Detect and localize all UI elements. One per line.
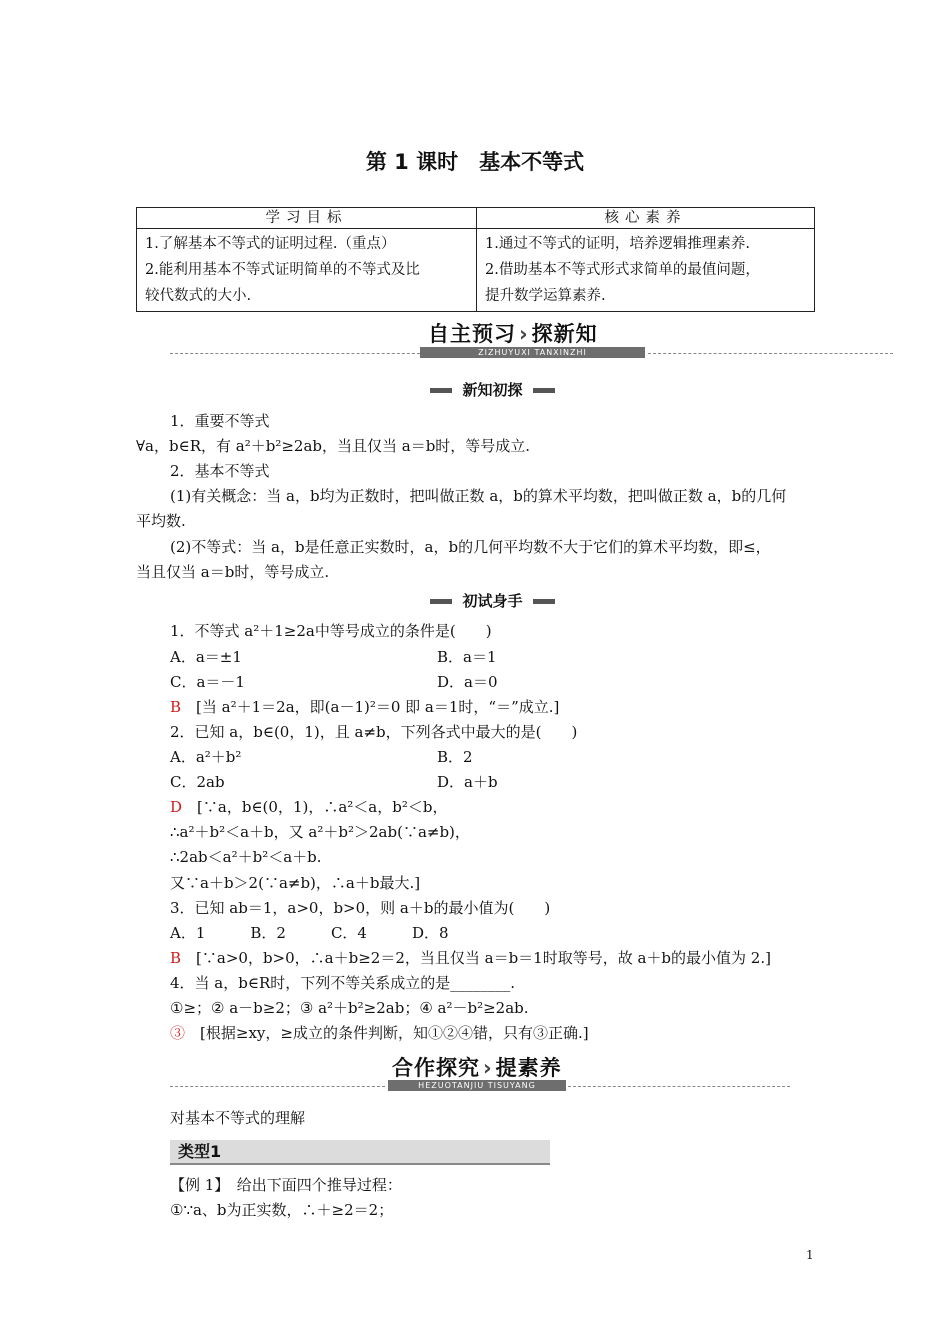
text-line: (2)不等式：当 a，b是任意正实数时，a，b的几何平均数不大于它们的算术平均数，即≤， [170, 538, 771, 556]
subheading-new-knowledge: 新知初探 [430, 379, 555, 400]
option: A．a²＋b² [170, 748, 242, 766]
goal-line: 2.能利用基本不等式证明简单的不等式及比 [145, 262, 420, 278]
option: A．a＝±1 [170, 648, 242, 666]
option: B．a＝1 [437, 648, 497, 666]
question-stem: 2．已知 a，b∈(0，1)，且 a≠b，下列各式中最大的是( ) [170, 723, 578, 741]
goals-table [136, 207, 815, 312]
question-stem: 1．不等式 a²＋1≥2a中等号成立的条件是( ) [170, 622, 492, 640]
subheading-first-try: 初试身手 [430, 590, 555, 611]
header-core-literacy: 核心素养 [477, 208, 815, 229]
answer-line: B [∵a>0，b>0，∴a＋b≥2＝2，当且仅当 a＝b＝1时取等号，故 a＋b的最小值为 2.] [170, 949, 771, 967]
answer-letter: D [170, 798, 183, 816]
answer-letter: B [170, 698, 182, 716]
option: D．a＋b [437, 773, 498, 791]
option: C．a＝－1 [170, 673, 245, 691]
answer-line: ③ [根据≥xy，≥成立的条件判断，知①②④错，只有③正确.] [170, 1024, 589, 1042]
literacy-line: 2.借助基本不等式形式求简单的最值问题， [485, 262, 760, 278]
answer-line: B [当 a²＋1＝2a，即(a－1)²＝0 即 a＝1时，“＝”成立.] [170, 698, 560, 716]
example-line: ①∵a、b为正实数，∴＋≥2＝2； [170, 1201, 394, 1219]
text-line: 1．重要不等式 [170, 412, 270, 430]
text-line: 当且仅当 a＝b时，等号成立. [136, 563, 330, 581]
question-stem: 4．当 a，b∈R时，下列不等关系成立的是________. [170, 974, 516, 992]
banner-subtitle: HEZUOTANJIU TISUYANG [388, 1080, 566, 1091]
explanation-line: 又∵a＋b＞2(∵a≠b)，∴a＋b最大.] [170, 874, 421, 892]
options: ①≥；② a－b≥2；③ a²＋b²≥2ab；④ a²－b²≥2ab. [170, 999, 529, 1017]
options: A．1 B．2 C．4 D．8 [170, 924, 449, 942]
header-learning-goals: 学习目标 [137, 208, 477, 229]
section-banner-preview: 自主预习 › 探新知 [428, 322, 598, 346]
type-label: 类型1 [178, 1142, 222, 1161]
option: C．2ab [170, 773, 225, 791]
banner-subtitle: ZIZHUYUXI TANXINZHI [420, 347, 645, 358]
core-literacy-cell [477, 229, 815, 312]
divider [170, 1086, 385, 1087]
answer-letter: ③ [170, 1024, 186, 1042]
deco-bar [430, 599, 452, 604]
page-title: 第 1 课时 基本不等式 [365, 150, 585, 174]
arrow-icon: › [483, 1056, 493, 1080]
literacy-line: 1.通过不等式的证明，培养逻辑推理素养. [485, 236, 750, 252]
divider [170, 353, 420, 354]
section-banner-explore: 合作探究 › 提素养 [392, 1056, 562, 1080]
option: D．a＝0 [437, 673, 498, 691]
goal-line: 较代数式的大小. [145, 288, 252, 304]
divider [648, 353, 893, 354]
option: B．2 [437, 748, 473, 766]
text-line: 平均数. [136, 512, 186, 530]
type-bar [170, 1140, 550, 1165]
page-number: 1 [806, 1248, 814, 1262]
learning-goals-cell [137, 229, 477, 312]
deco-bar [533, 388, 555, 393]
explanation-line: ∴2ab＜a²＋b²＜a＋b. [170, 848, 322, 866]
goal-line: 1.了解基本不等式的证明过程.（重点） [145, 236, 396, 252]
deco-bar [533, 599, 555, 604]
divider [568, 1086, 790, 1087]
deco-bar [430, 388, 452, 393]
text-line: (1)有关概念：当 a，b均为正数时，把叫做正数 a，b的算术平均数，把叫做正数 a，b的几何 [170, 487, 787, 505]
question-stem: 3．已知 ab＝1，a>0，b>0，则 a＋b的最小值为( ) [170, 899, 551, 917]
text-line: 2．基本不等式 [170, 462, 270, 480]
explanation-line: ∴a²＋b²＜a＋b，又 a²＋b²＞2ab(∵a≠b)， [170, 823, 470, 841]
example-heading: 【例 1】 给出下面四个推导过程： [170, 1176, 402, 1194]
answer-letter: B [170, 949, 182, 967]
arrow-icon: › [519, 322, 529, 346]
text-line: ∀a，b∈R，有 a²＋b²≥2ab，当且仅当 a＝b时，等号成立. [136, 437, 531, 455]
literacy-line: 提升数学运算素养. [485, 288, 606, 304]
section-heading: 对基本不等式的理解 [170, 1109, 306, 1127]
answer-line: D [∵a，b∈(0，1)，∴a²＜a，b²＜b， [170, 798, 448, 816]
